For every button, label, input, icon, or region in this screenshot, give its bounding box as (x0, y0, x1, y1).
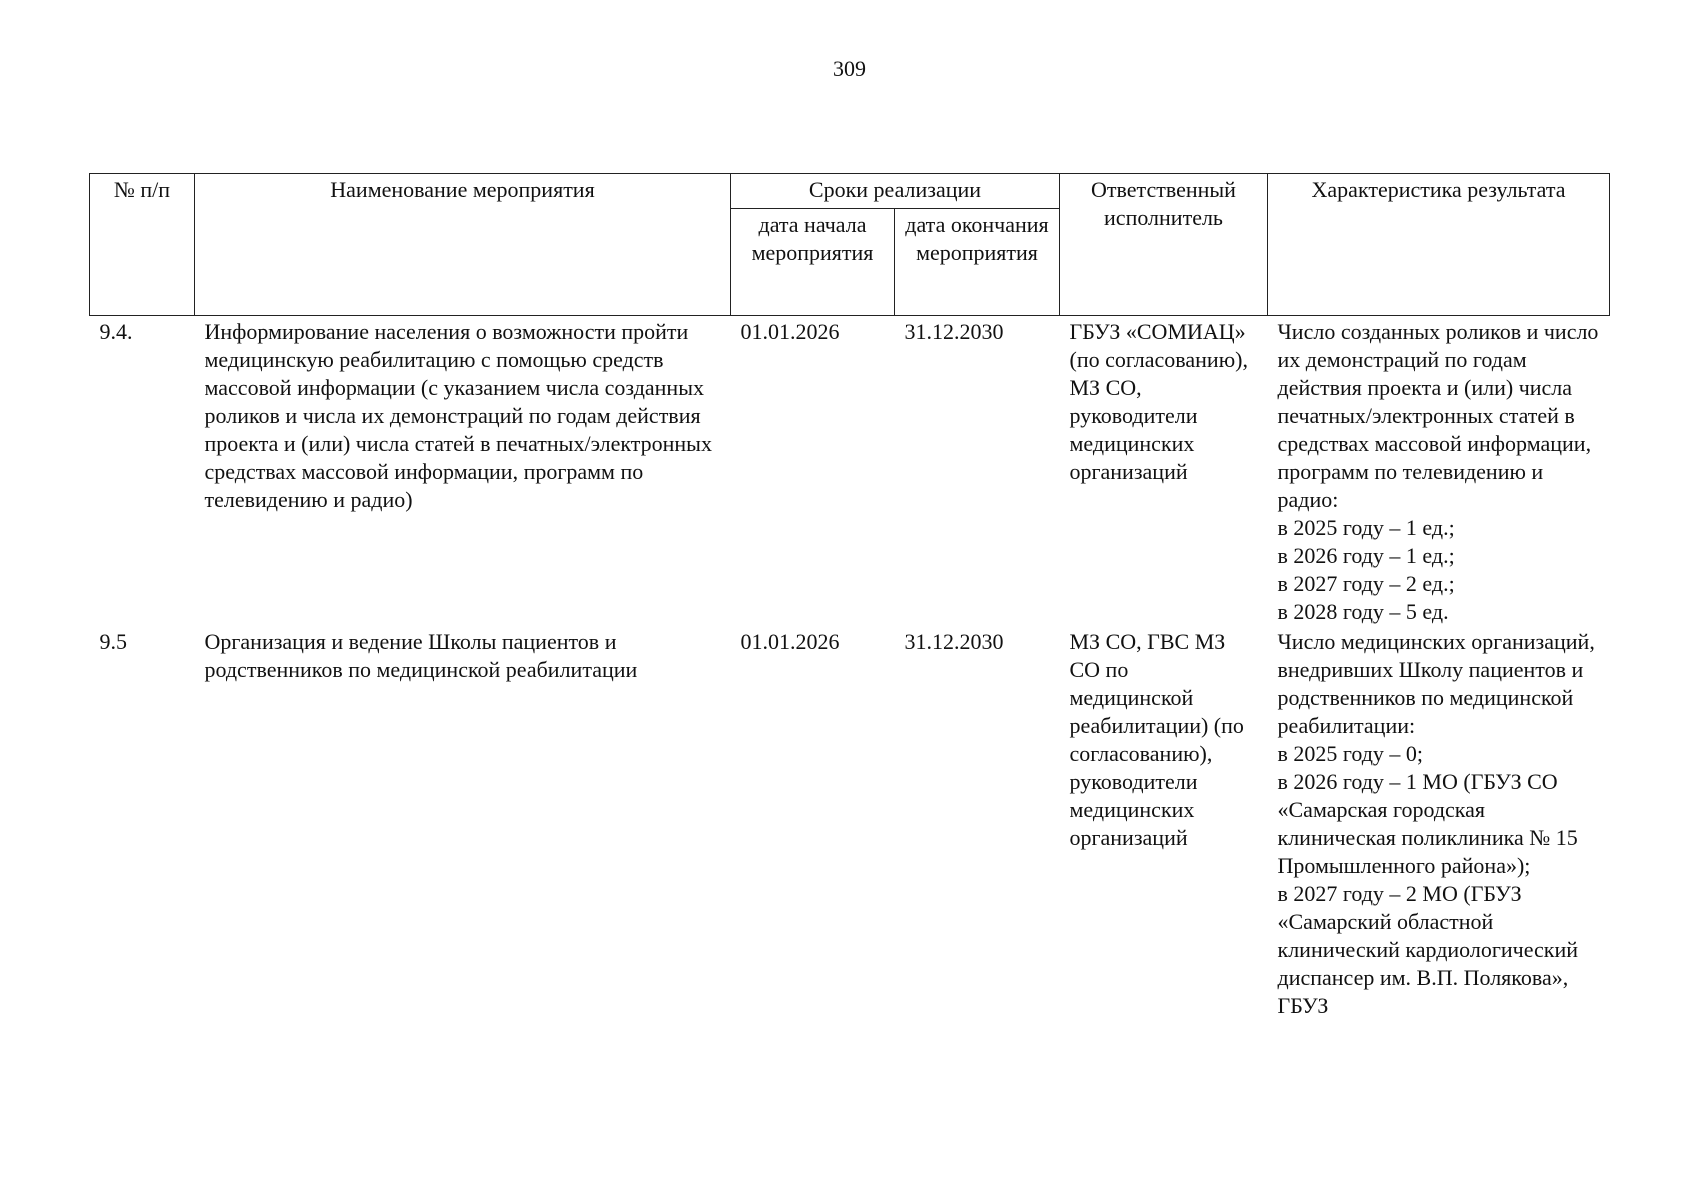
row-responsible: ГБУЗ «СОМИАЦ» (по согласованию), МЗ СО, руководители медицинских организаций (1069, 319, 1248, 484)
result-text: в 2027 году – 2 МО (ГБУЗ «Самарский областной клинический кардиологический диспансер им. В.П. Полякова», ГБУЗ (1277, 881, 1579, 1018)
result-line: в 2028 году – 5 ед. (1277, 599, 1449, 624)
row-event-name: Организация и ведение Школы пациентов и родственников по медицинской реабилитации (204, 629, 638, 682)
header-end-date: дата окончания мероприятия (895, 209, 1060, 316)
result-line: в 2025 году – 0; (1277, 741, 1424, 766)
result-text: Число созданных роликов и число их демонстраций по годам действия проекта и (или) числа печатных/электронных статей в средствах массовой информации, программ по телевидению и радио: (1277, 319, 1599, 512)
row-result (1268, 626, 1610, 1020)
header-start-date: дата начала мероприятия (731, 209, 895, 316)
result-line: в 2027 году – 2 ед.; (1277, 571, 1455, 596)
row-end-date: 31.12.2030 (904, 319, 1004, 344)
header-implementation-period: Сроки реализации (731, 174, 1060, 209)
header-event-name: Наименование мероприятия (195, 174, 731, 316)
row-result (1268, 316, 1610, 627)
header-result: Характеристика результата (1268, 174, 1610, 316)
page-number: 309 (833, 56, 866, 81)
row-number: 9.5 (99, 629, 127, 654)
row-start-date: 01.01.2026 (740, 319, 840, 344)
table-row (90, 626, 1610, 1020)
row-end-date: 31.12.2030 (904, 629, 1004, 654)
row-responsible: МЗ СО, ГВС МЗ СО по медицинской реабилитации) (по согласованию), руководители медицинских организаций (1069, 629, 1244, 850)
events-table (89, 173, 1610, 1020)
table-header (90, 174, 1610, 316)
result-text: Число медицинских организаций, внедривших Школу пациентов и родственников по медицинской реабилитации: (1277, 629, 1595, 738)
header-responsible: Ответственный исполнитель (1060, 174, 1268, 316)
row-start-date: 01.01.2026 (740, 629, 840, 654)
result-text: в 2026 году – 1 МО (ГБУЗ СО «Самарская городская клиническая поликлиника № 15 Промышленного района»); (1277, 769, 1578, 878)
row-event-name: Информирование населения о возможности пройти медицинскую реабилитацию с помощью средств массовой информации (с указанием числа созданных роликов и числа их демонстраций по годам действия проекта и (или) числа статей в печатных/электронных средствах массовой информации, программ по телевидению и радио) (204, 319, 712, 512)
row-number: 9.4. (99, 319, 133, 344)
result-line: в 2025 году – 1 ед.; (1277, 515, 1455, 540)
table-row (90, 316, 1610, 627)
result-line: в 2026 году – 1 ед.; (1277, 543, 1455, 568)
header-number: № п/п (90, 174, 195, 316)
